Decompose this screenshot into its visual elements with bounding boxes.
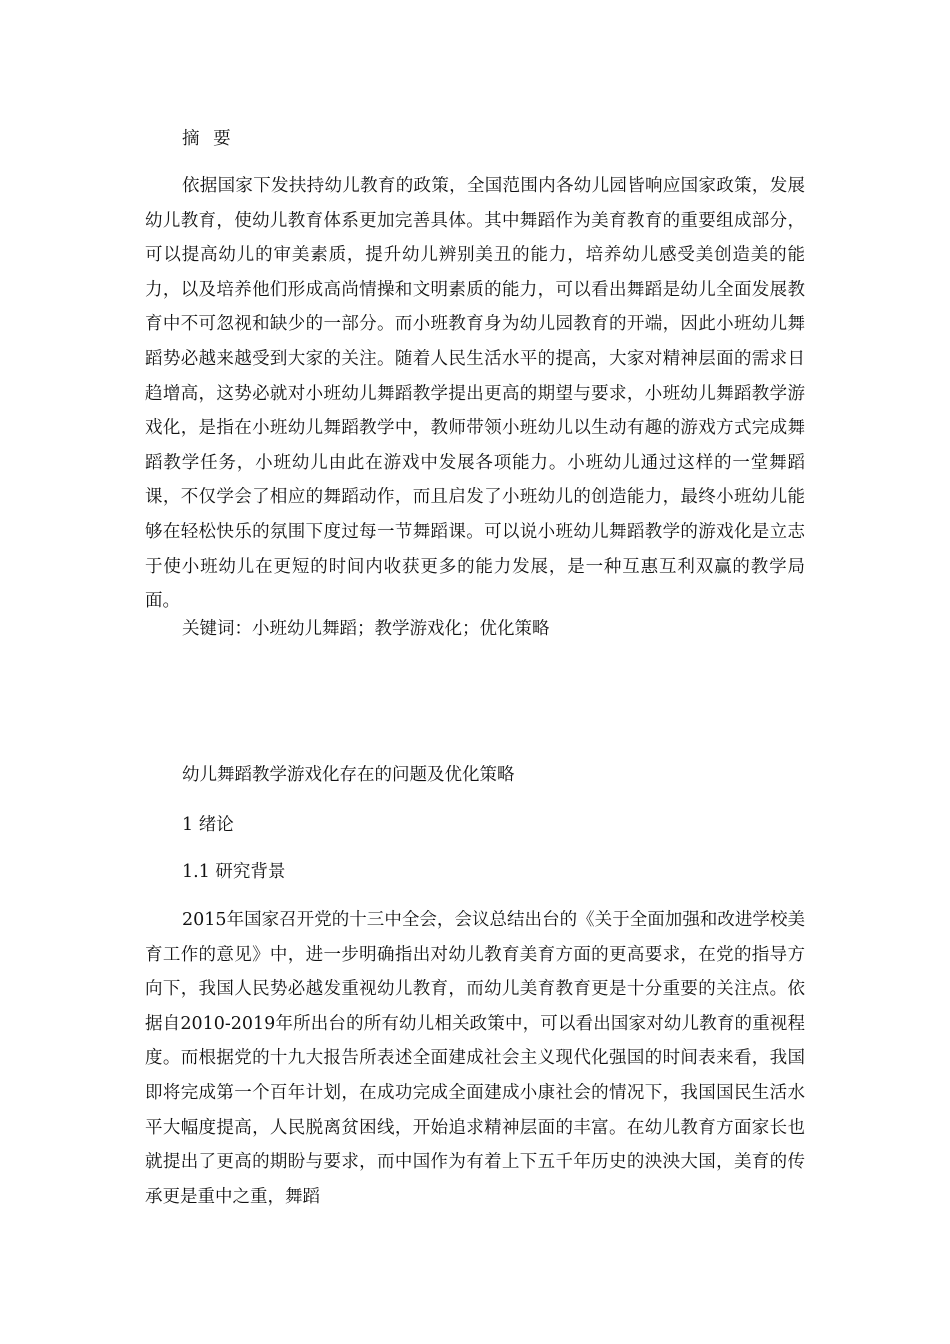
article-title: 幼儿舞蹈教学游戏化存在的问题及优化策略 [182, 765, 515, 785]
abstract-body: 依据国家下发扶持幼儿教育的政策，全国范围内各幼儿园皆响应国家政策，发展幼儿教育，使幼儿教育体系更加完善具体。其中舞蹈作为美育教育的重要组成部分，可以提高幼儿的审美素质，提升幼儿辨别美丑的能力，培养幼儿感受美创造美的能力，以及培养他们形成高尚情操和文明素质的能力，可以看出舞蹈是幼儿全面发展教育中不可忽视和缺少的一部分。而小班教育身为幼儿园教育的开端，因此小班幼儿舞蹈势必越来越受到大家的关注。随着人民生活水平的提高，大家对精神层面的需求日趋增高，这势必就对小班幼儿舞蹈教学提出更高的期望与要求，小班幼儿舞蹈教学游戏化，是指在小班幼儿舞蹈教学中，教师带领小班幼儿以生动有趣的游戏方式完成舞蹈教学任务，小班幼儿由此在游戏中发展各项能力。小班幼儿通过这样的一堂舞蹈课，不仅学会了相应的舞蹈动作，而且启发了小班幼儿的创造能力，最终小班幼儿能够在轻松快乐的氛围下度过每一节舞蹈课。可以说小班幼儿舞蹈教学的游戏化是立志于使小班幼儿在更短的时间内收获更多的能力发展，是一种互惠互利双赢的教学局面。 [145, 176, 805, 612]
section-heading-1: 1 绪论 [182, 815, 234, 835]
research-background-body: 2015年国家召开党的十三中全会，会议总结出台的《关于全面加强和改进学校美育工作的意见》中，进一步明确指出对幼儿教育美育方面的更高要求，在党的指导方向下，我国人民势必越发重视幼儿教育，而幼儿美育教育更是十分重要的关注点。依据自2010-2019年所出台的所有幼儿相关政策中，可以看出国家对幼儿教育的重视程度。而根据党的十九大报告所表述全面建成社会主义现代化强国的时间表来看，我国即将完成第一个百年计划，在成功完成全面建成小康社会的情况下，我国国民生活水平大幅度提高，人民脱离贫困线，开始追求精神层面的丰富。在幼儿教育方面家长也就提出了更高的期盼与要求，而中国作为有着上下五千年历史的泱泱大国，美育的传承更是重中之重，舞蹈 [145, 910, 805, 1207]
section-heading-1-1: 1.1 研究背景 [182, 862, 286, 882]
keywords: 关键词：小班幼儿舞蹈；教学游戏化；优化策略 [182, 619, 550, 639]
abstract-heading: 摘 要 [182, 129, 235, 149]
